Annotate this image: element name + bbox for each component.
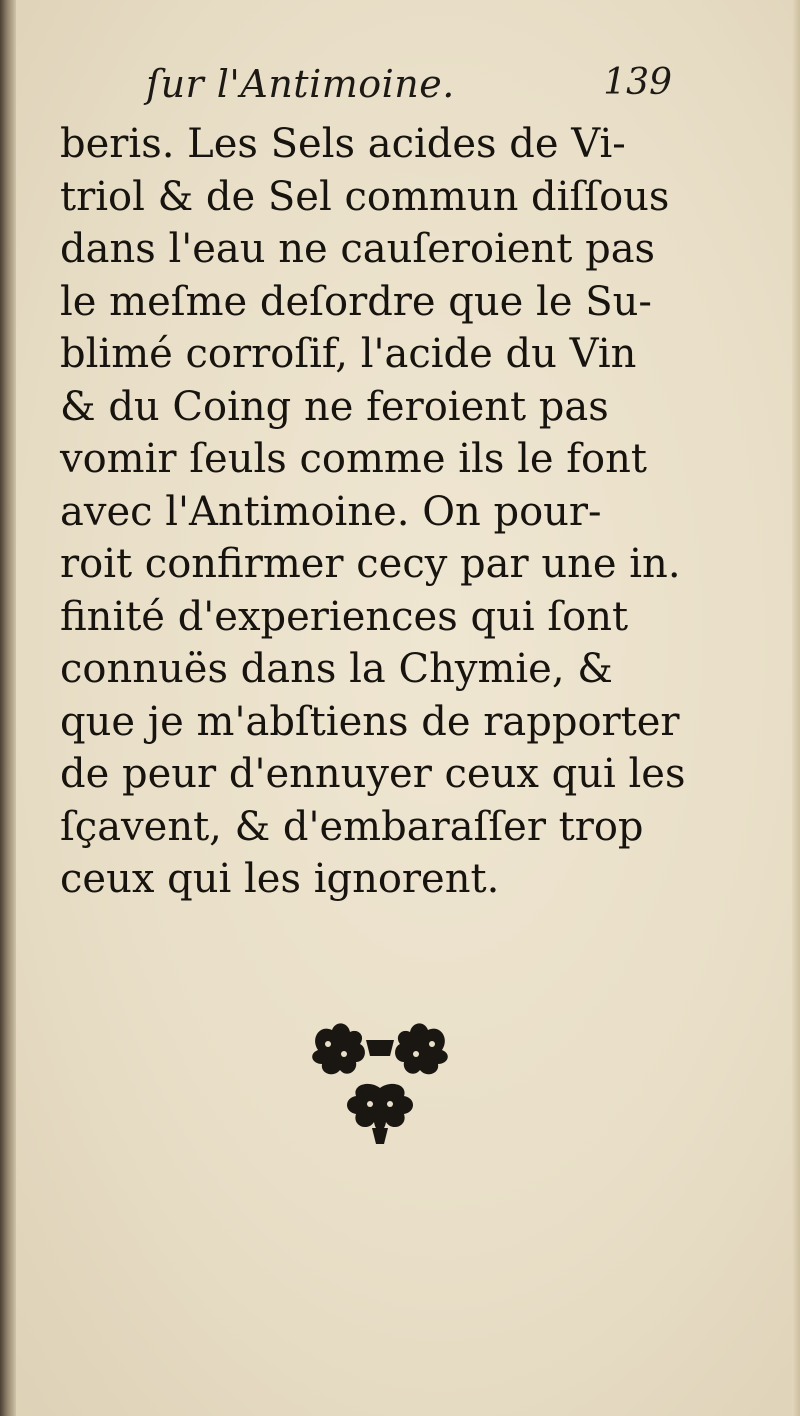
text-line: vomir ſeuls comme ils le font	[60, 436, 647, 482]
text-line: roit confirmer cecy par une in.	[60, 541, 681, 587]
text-line: blimé corroſif, l'acide du Vin	[60, 331, 637, 377]
text-line: finité d'experiences qui ſont	[60, 593, 629, 640]
text-line: connuës dans la Chymie, &	[60, 646, 613, 692]
text-line: beris. Les Sels acides de Vi-	[60, 121, 626, 167]
text-line: ſçavent, & d'embaraſſer trop	[60, 803, 644, 850]
body-text	[60, 118, 686, 906]
binding-gutter	[0, 0, 16, 1416]
running-head-title: ſur l'Antimoine.	[146, 62, 455, 106]
printers-fleuron-ornament-icon	[300, 1010, 460, 1150]
text-line: dans l'eau ne cauſeroient pas	[60, 226, 656, 272]
text-line: triol & de Sel commun diſſous	[60, 173, 670, 220]
text-line: & du Coing ne feroient pas	[60, 383, 609, 430]
page-number: 139	[603, 62, 672, 103]
text-line: que je m'abſtiens de rapporter	[60, 698, 680, 745]
text-line: avec l'Antimoine. On pour-	[60, 488, 602, 535]
running-head	[60, 62, 672, 112]
text-line: ceux qui les ignorent.	[60, 856, 500, 902]
text-line: de peur d'ennuyer ceux qui les	[60, 751, 686, 797]
text-line: le meſme deſordre que le Su-	[60, 278, 652, 325]
page-edge	[792, 0, 800, 1416]
